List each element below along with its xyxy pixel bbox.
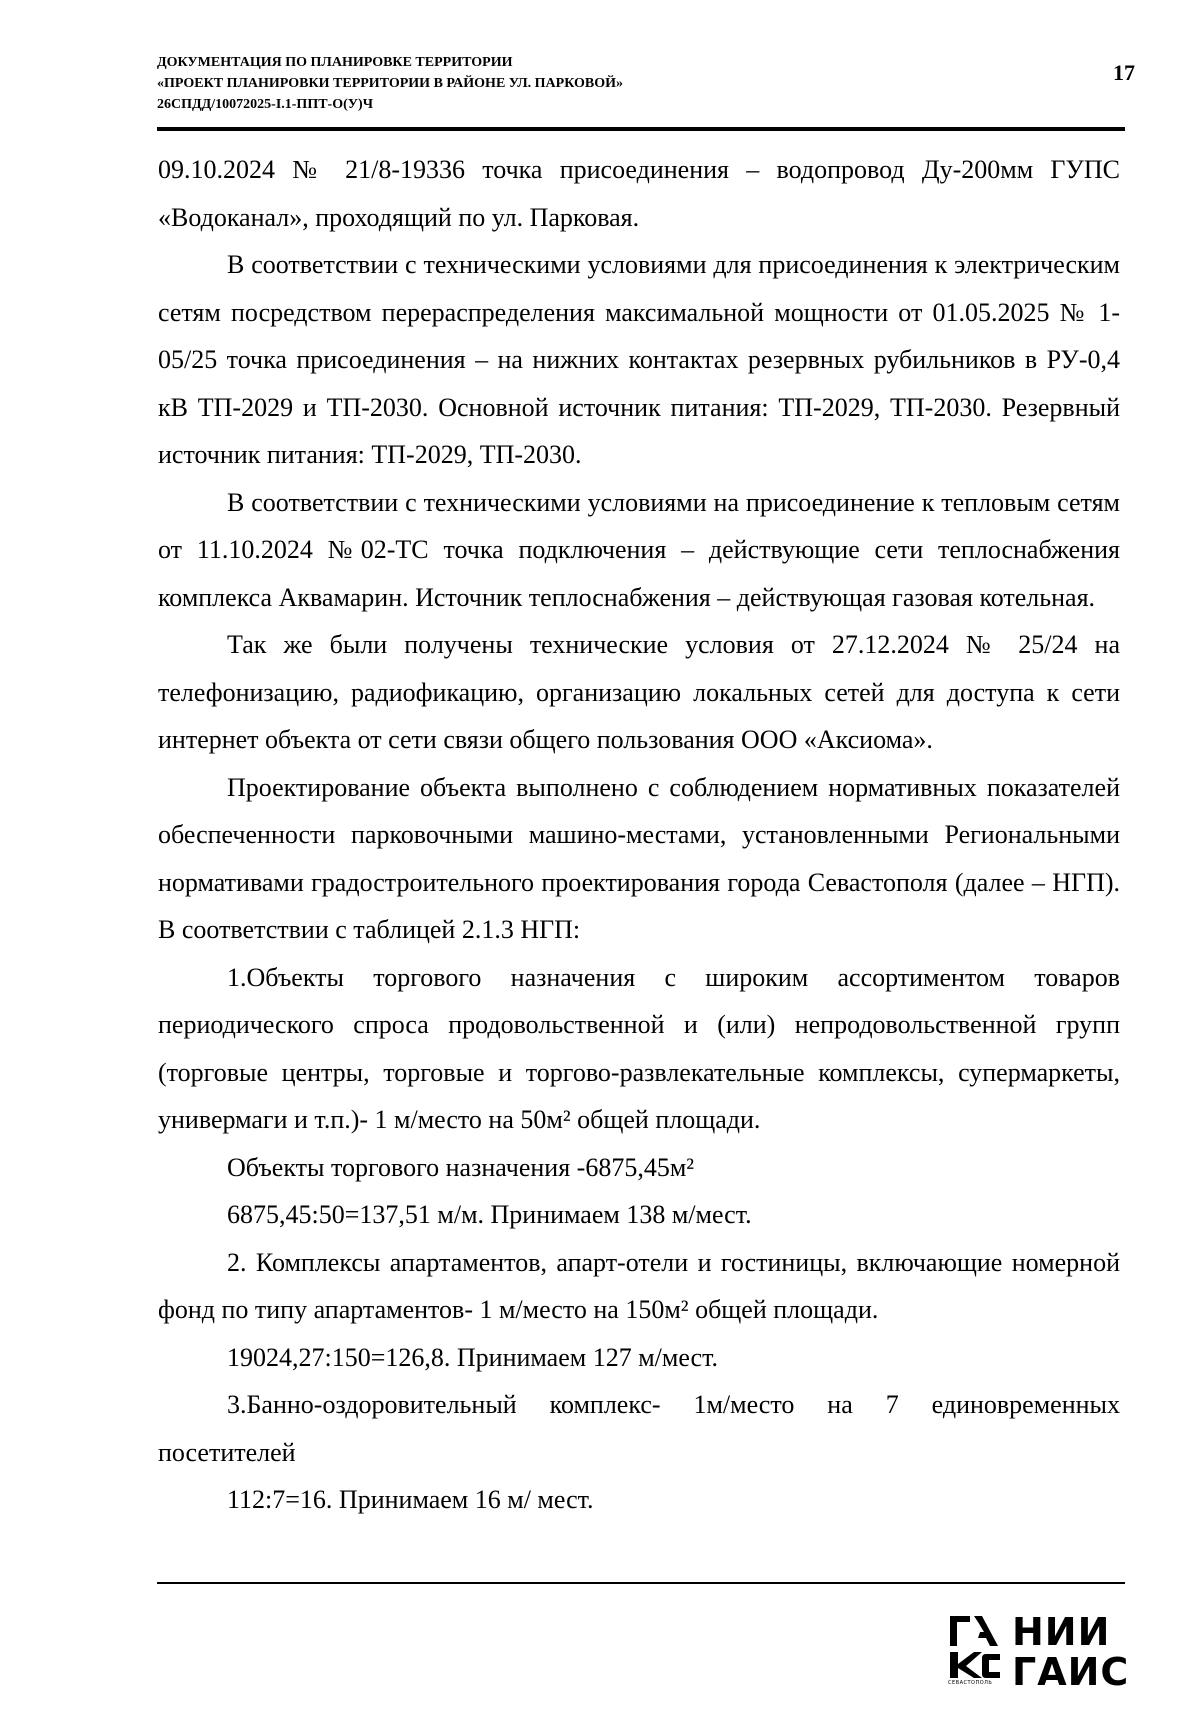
- logo-mark-icon: [948, 1612, 1004, 1688]
- paragraph: 3.Банно-оздоровительный комплекс- 1м/место на 7 единовременных посетителей: [158, 1390, 1120, 1467]
- paragraph: 19024,27:150=126,8. Принимаем 127 м/мест.: [227, 1342, 718, 1372]
- paragraph: Проектирование объекта выполнено с соблюдением нормативных показателей обеспеченности парковочными машино-местами, установленными Региональными нормативами градостроительного проектирования города Севастополя (далее – НГП). В соответствии с таблицей 2.1.3 НГП:: [158, 772, 1120, 944]
- header-code-line: 26СПДД/10072025-I.1-ППТ-О(У)Ч: [157, 97, 373, 112]
- page-number: 17: [1113, 60, 1135, 85]
- document-header: [157, 52, 1117, 115]
- paragraph: В соответствии с техническими условиями на присоединение к тепловым сетям от 11.10.2024 №02-ТС точка подключения – действующие сети теплоснабжения комплекса Аквамарин. Источник теплоснабжения – действующая газовая котельная.: [158, 487, 1120, 612]
- paragraph: 6875,45:50=137,51 м/м. Принимаем 138 м/мест.: [227, 1200, 752, 1229]
- header-divider: [157, 127, 1125, 131]
- logo-line-1: НИИ: [1012, 1610, 1111, 1654]
- paragraph: 2. Комплексы апартаментов, апарт-отели и гостиницы, включающие номерной фонд по типу апартаментов- 1 м/место на 150м² общей площади.: [158, 1247, 1120, 1324]
- paragraph: В соответствии с техническими условиями для присоединения к электрическим сетям посредством перераспределения максимальной мощности от 01.05.2025 № 1-05/25 точка присоединения – на нижних контактах резервных рубильников в РУ-0,4 кВ ТП-2029 и ТП-2030. Основной источник питания: ТП-2029, ТП-2030. Резервный источник питания: ТП-2029, ТП-2030.: [158, 250, 1120, 469]
- logo-caption: СЕВАСТОПОЛЬ: [948, 1680, 993, 1686]
- company-logo: [948, 1612, 1128, 1692]
- paragraph: 1.Объекты торгового назначения с широким ассортиментом товаров периодического спроса продовольственной и (или) непродовольственной групп (торговые центры, торговые и торгово-развлекательные комплексы, супермаркеты, универмаги и т.п.)- 1 м/место на 50м² общей площади.: [158, 962, 1120, 1134]
- paragraph: 112:7=16. Принимаем 16 м/ мест.: [227, 1485, 594, 1514]
- logo-wordmark: [1012, 1612, 1132, 1692]
- header-title-line: ДОКУМЕНТАЦИЯ ПО ПЛАНИРОВКЕ ТЕРРИТОРИИ: [157, 55, 513, 70]
- header-project-line: «ПРОЕКТ ПЛАНИРОВКИ ТЕРРИТОРИИ В РАЙОНЕ УЛ. ПАРКОВОЙ»: [157, 76, 624, 91]
- paragraph: Объекты торгового назначения -6875,45м²: [227, 1152, 695, 1182]
- footer-divider: [157, 1582, 1125, 1584]
- paragraph: 09.10.2024 № 21/8-19336 точка присоединения – водопровод Ду-200мм ГУПС «Водоканал», проходящий по ул. Парковая.: [158, 155, 1120, 232]
- paragraph: Так же были получены технические условия от 27.12.2024 № 25/24 на телефонизацию, радиофикацию, организацию локальных сетей для доступа к сети интернет объекта от сети связи общего пользования ООО «Аксиома».: [158, 630, 1120, 754]
- logo-line-2: ГАИС: [1012, 1650, 1130, 1694]
- document-body: [158, 146, 1120, 1524]
